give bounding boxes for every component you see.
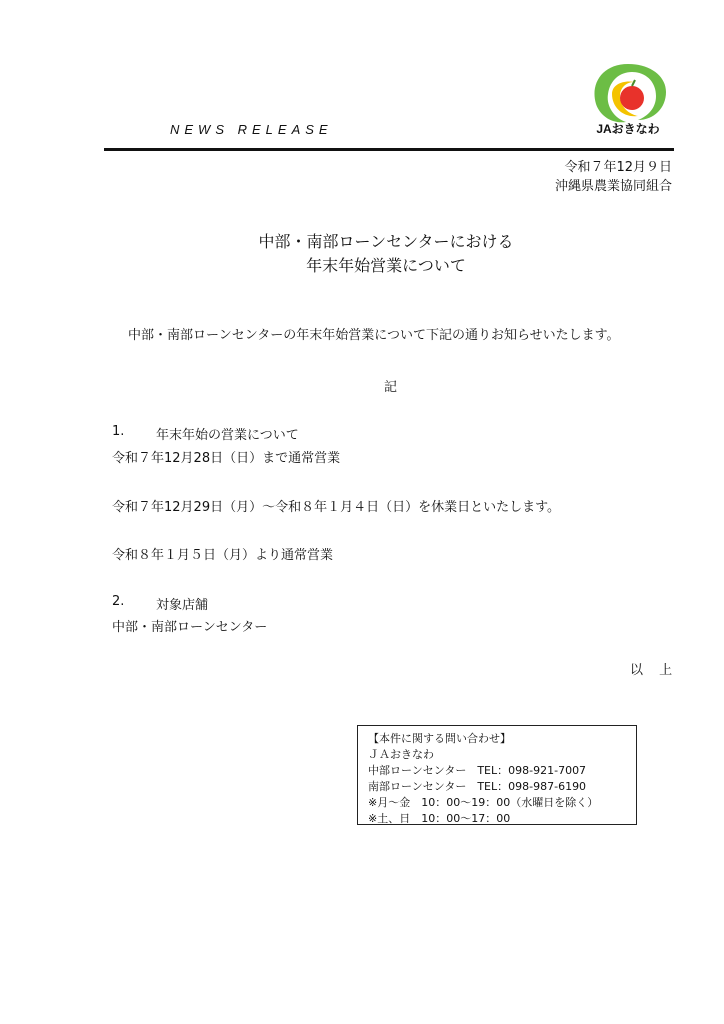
document-title-line2: 年末年始営業について [306,256,466,275]
ki-label: 記 [384,380,398,395]
header-divider [104,148,674,151]
section2-heading: 対象店舗 [156,598,209,613]
contact-title: 【本件に関する問い合わせ】 [368,732,511,745]
section2-number: 2. [112,594,125,609]
section1-number: 1. [112,424,125,439]
contact-nanbu: 南部ローンセンター TEL：098-987-6190 [368,780,587,793]
ja-okinawa-logo-text: JAおきなわ [596,122,660,136]
contact-chubu: 中部ローンセンター TEL：098-921-7007 [368,764,587,777]
closing-text: 以 上 [630,663,679,678]
section1-line2: 令和７年12月29日（月）～令和８年１月４日（日）を休業日といたします。 [112,500,561,515]
intro-text: 中部・南部ローンセンターの年末年始営業について下記の通りお知らせいたします。 [128,328,620,343]
contact-box [357,725,637,825]
section1-line3: 令和８年１月５日（月）より通常営業 [112,548,334,563]
contact-weekday-hours: ※月～金 10：00～19：00（水曜日を除く） [368,796,599,809]
issuer-org: 沖縄県農業協同組合 [554,179,672,194]
section1-heading: 年末年始の営業について [156,428,299,443]
news-release-heading: NEWS RELEASE [170,122,333,137]
date-block [555,158,672,196]
issue-date: 令和７年12月９日 [564,160,672,175]
document-title-line1: 中部・南部ローンセンターにおける [258,232,514,251]
contact-org: ＪＡおきなわ [368,748,434,761]
contact-weekend-hours: ※土、日 10：00～17：00 [368,812,511,825]
section2-line1: 中部・南部ローンセンター [112,620,268,635]
section1-line1: 令和７年12月28日（日）まで通常営業 [112,451,341,466]
